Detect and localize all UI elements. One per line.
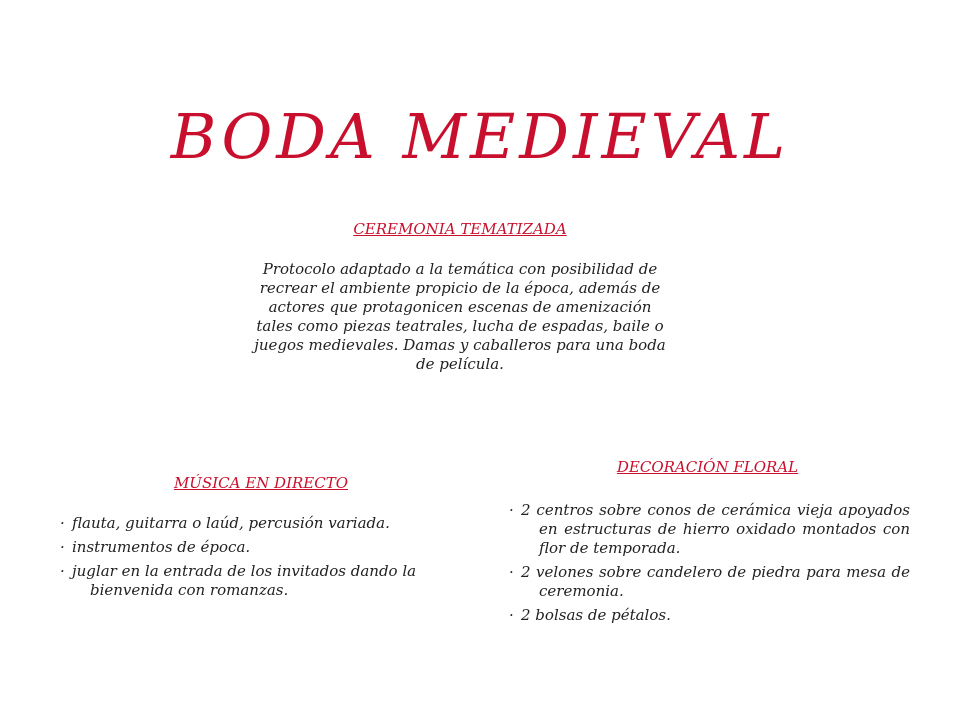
- bullet-icon: ·: [60, 514, 65, 532]
- music-item-text: flauta, guitarra o laúd, percusión variada.: [72, 514, 390, 532]
- bullet-icon: ·: [509, 501, 514, 519]
- ceremony-description: Protocolo adaptado a la temática con posibilidad de recrear el ambiente propicio de la época, además de actores que protagonicen escenas de amenización tales como piezas teatrales, lucha de espadas, baile o juegos medievales. Damas y caballeros para una boda de película.: [254, 260, 666, 373]
- floral-heading: DECORACIÓN FLORAL: [616, 458, 799, 476]
- bullet-icon: ·: [509, 606, 514, 624]
- list-item: [505, 606, 910, 625]
- floral-item-text: 2 bolsas de pétalos.: [521, 606, 671, 624]
- music-heading: MÚSICA EN DIRECTO: [173, 474, 349, 492]
- bullet-icon: ·: [60, 562, 65, 580]
- floral-item-text: 2 velones sobre candelero de piedra para mesa de ceremonia.: [521, 563, 910, 600]
- page-title: BODA MEDIEVAL: [170, 100, 790, 173]
- music-item-text: juglar en la entrada de los invitados dando la bienvenida con romanzas.: [72, 562, 417, 599]
- list-item: [505, 563, 910, 601]
- floral-section: [505, 458, 910, 630]
- floral-item-text: 2 centros sobre conos de cerámica vieja apoyados en estructuras de hierro oxidado montados con flor de temporada.: [521, 501, 910, 557]
- list-item: [505, 501, 910, 558]
- music-list: [56, 514, 466, 600]
- bullet-icon: ·: [60, 538, 65, 556]
- list-item: [56, 562, 466, 600]
- bullet-icon: ·: [509, 563, 514, 581]
- floral-list: [505, 501, 910, 625]
- music-section: [56, 474, 466, 605]
- music-item-text: instrumentos de época.: [72, 538, 251, 556]
- list-item: [56, 514, 466, 533]
- list-item: [56, 538, 466, 557]
- ceremony-section: [250, 220, 670, 374]
- ceremony-heading: CEREMONIA TEMATIZADA: [353, 220, 567, 238]
